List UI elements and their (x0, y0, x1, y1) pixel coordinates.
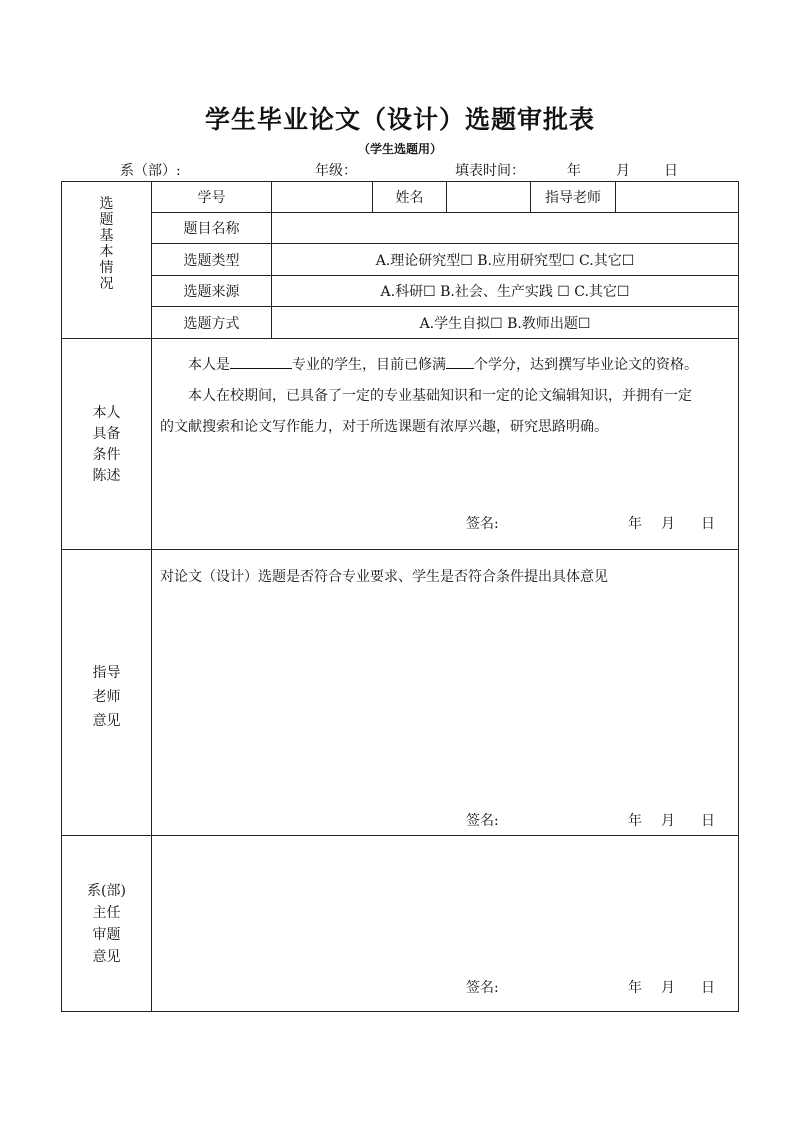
basic-info-section-label: 选 题 基 本 情 况 (99, 196, 114, 292)
advisor-field[interactable] (616, 182, 738, 212)
topic-type-options[interactable]: A.理论研究型☐ B.应用研究型☐ C.其它☐ (375, 252, 635, 269)
section-divider (61, 835, 739, 836)
advisor-opinion-prompt: 对论文（设计）选题是否符合专业要求、学生是否符合条件提出具体意见 (160, 569, 608, 585)
fill-time-label: 填表时间： (455, 163, 525, 179)
section-divider (61, 338, 739, 339)
statement-section-label: 本人 具备 条件 陈述 (92, 405, 121, 484)
topic-method-options[interactable]: A.学生自拟☐ B.教师出题☐ (419, 315, 591, 332)
dept-label: 系（部）: (120, 163, 181, 179)
name-label: 姓名 (395, 190, 424, 206)
credits-blank[interactable] (446, 354, 474, 369)
advisor-year-label: 年 (628, 813, 642, 829)
topic-type-label: 选题类型 (183, 252, 240, 269)
fill-day-label: 日 (664, 163, 678, 179)
dept-opinion-section-label: 系(部) 主任 审题 意见 (87, 883, 126, 965)
student-id-field[interactable] (272, 182, 372, 212)
advisor-opinion-section-label: 指导 老师 意见 (92, 665, 121, 729)
advisor-day-label: 日 (701, 813, 715, 829)
dept-year-label: 年 (628, 980, 642, 996)
fill-month-label: 月 (616, 163, 630, 179)
student-id-label: 学号 (197, 190, 226, 206)
fill-year-label: 年 (567, 163, 581, 179)
statement-year-label: 年 (628, 516, 642, 532)
dept-day-label: 日 (701, 980, 715, 996)
dept-month-label: 月 (661, 980, 675, 996)
topic-name-label: 题目名称 (183, 221, 240, 237)
grade-label: 年级： (315, 163, 357, 179)
page-title: 学生毕业论文（设计）选题审批表 (204, 105, 595, 134)
advisor-label: 指导老师 (545, 190, 601, 206)
topic-name-field[interactable] (272, 213, 738, 243)
statement-sign-label: 签名: (466, 516, 499, 532)
name-field[interactable] (447, 182, 530, 212)
topic-method-label: 选题方式 (183, 315, 240, 332)
table-border-right (738, 181, 739, 1012)
page-subtitle: （学生选题用） (357, 142, 442, 156)
advisor-sign-label: 签名: (466, 813, 499, 829)
statement-text: 本人是 专业的学生，目前已修满 个学分，达到撰写毕业论文的资格。 本人在校期间，已具备了一定的专业基础知识和一定的论文编辑知识，并拥有一定的文献搜索和论文写作能力，对于所选课题有浓厚兴趣，研究思路明确。 (160, 350, 700, 443)
major-blank[interactable] (230, 354, 292, 369)
topic-source-label: 选题来源 (183, 284, 240, 300)
section-divider (61, 549, 739, 550)
topic-source-options[interactable]: A.科研☐ B.社会、生产实践 ☐ C.其它☐ (380, 284, 630, 300)
statement-month-label: 月 (661, 516, 675, 532)
dept-sign-label: 签名: (466, 980, 499, 996)
dept-opinion-field[interactable] (155, 842, 735, 967)
advisor-opinion-field[interactable] (155, 595, 735, 795)
statement-day-label: 日 (701, 516, 715, 532)
table-border-bottom (61, 1011, 739, 1012)
advisor-month-label: 月 (661, 813, 675, 829)
